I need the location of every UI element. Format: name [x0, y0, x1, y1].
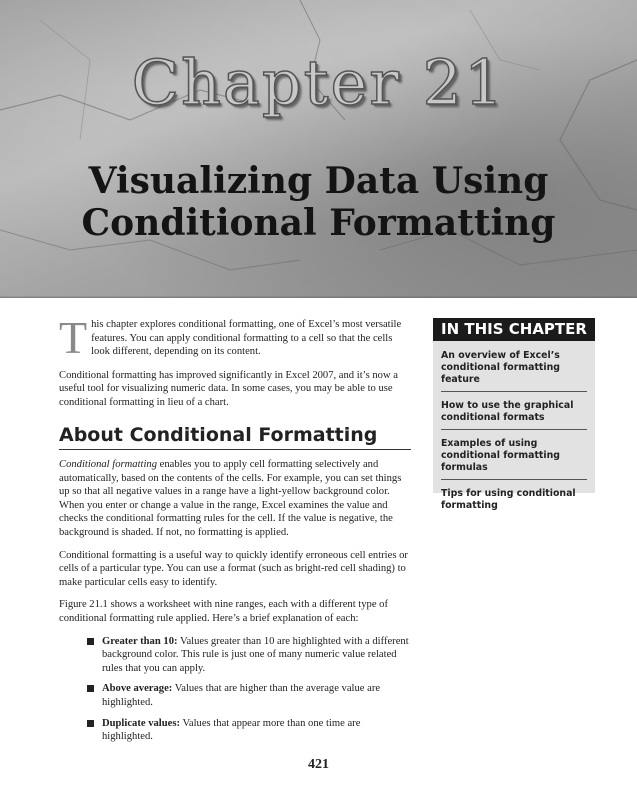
- chapter-header-banner: [0, 0, 637, 298]
- chapter-title-line2: Conditional Formatting: [81, 202, 556, 244]
- sidebar-item: Tips for using conditional formatting: [441, 488, 576, 511]
- list-item: Greater than 10: Values greater than 10 are highlighted with a different background color. This rule is just one of many numeric value related rules that you can apply.: [89, 635, 411, 676]
- sidebar-item: An overview of Excel’s conditional formatting feature: [441, 347, 587, 392]
- chapter-number: Chapter 21: [131, 46, 506, 119]
- section-body: [59, 458, 411, 751]
- intro-paragraph-1: This chapter explores conditional formatting, one of Excel’s most versatile features. You can apply conditional formatting to a cell so that the cells look different, depending on its content.: [59, 312, 402, 363]
- in-this-chapter-sidebar: [433, 318, 595, 511]
- section-paragraph-2: Conditional formatting is a useful way to quickly identify erroneous cell entries or cells of a particular type. You can use a format (such as bright-red cell shading) to make particular cells easy to identify.: [59, 549, 408, 588]
- section-paragraph-1: Conditional formatting enables you to apply cell formatting selectively and automatically, based on the contents of the cells. For example, you can set things up so that all negative values in a range have a light-yellow background color. When you enter or change a value in the range, Excel examines the value and checks the conditional formatting rules for the cell. If the value is negative, the background is shaded. If not, no formatting is applied.: [59, 459, 402, 538]
- list-item: Duplicate values: Values that appear more than one time are highlighted.: [89, 717, 411, 744]
- section-paragraph-3: Figure 21.1 shows a worksheet with nine ranges, each with a different type of conditional formatting rule applied. Here’s a brief explanation of each:: [59, 599, 389, 624]
- sidebar-item: How to use the graphical conditional formats: [441, 397, 587, 430]
- rule-list: [59, 635, 411, 744]
- sidebar-title: IN THIS CHAPTER: [433, 318, 595, 341]
- bullet-square-icon: [87, 720, 94, 727]
- list-item: Above average: Values that are higher than the average value are highlighted.: [89, 682, 411, 709]
- drop-cap: T: [59, 312, 88, 363]
- chapter-title-line1: Visualizing Data Using: [88, 160, 549, 202]
- sidebar-item: Examples of using conditional formatting formulas: [441, 435, 587, 480]
- bullet-square-icon: [87, 685, 94, 692]
- bullet-square-icon: [87, 638, 94, 645]
- section-heading: About Conditional Formatting: [59, 424, 411, 450]
- sidebar-list: [433, 341, 595, 517]
- chapter-title: [0, 160, 637, 244]
- page-number: 421: [308, 757, 329, 772]
- intro-section: [59, 312, 411, 420]
- stone-texture: [0, 0, 637, 298]
- intro-paragraph-2: Conditional formatting has improved significantly in Excel 2007, and it’s now a useful tool for visualizing numeric data. In some cases, you may be able to use conditional formatting in lieu of a chart.: [59, 369, 398, 408]
